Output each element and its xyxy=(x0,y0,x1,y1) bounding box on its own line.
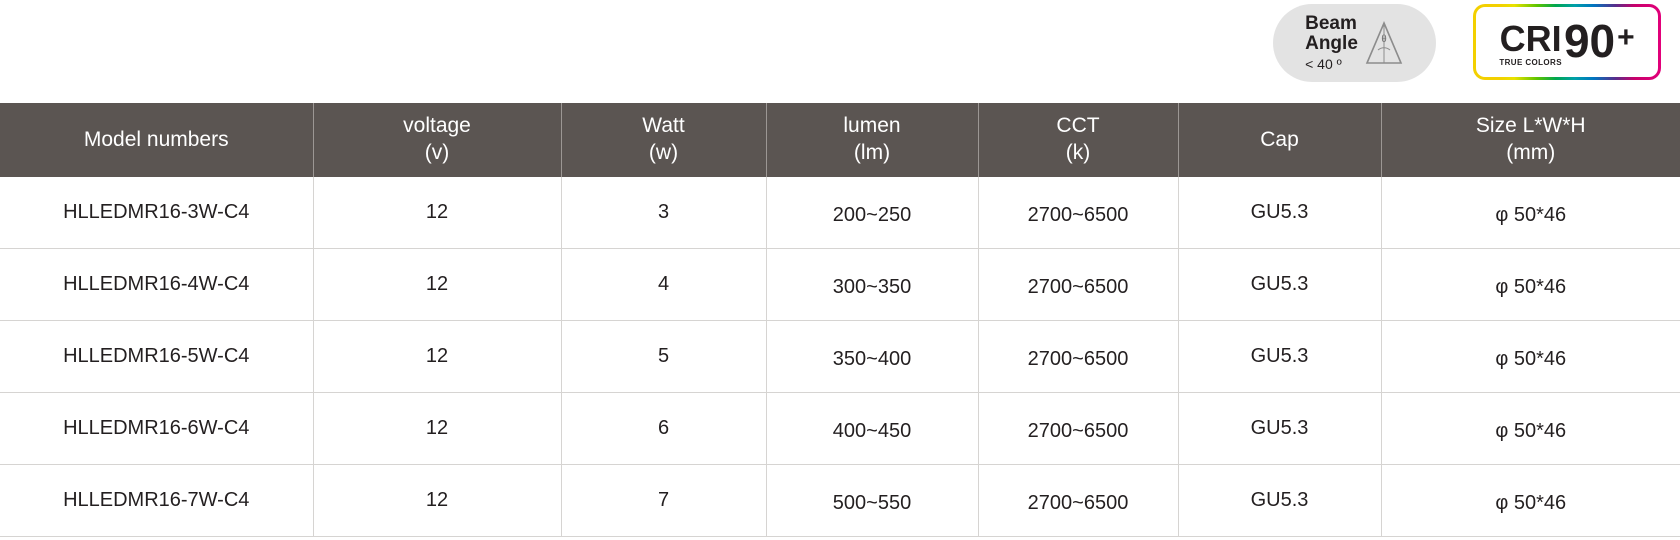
cell-lumen: 350~400 xyxy=(766,324,978,396)
cri-badge-inner xyxy=(1476,7,1658,77)
cell-watt: 3 xyxy=(561,177,766,249)
cell-size: φ 50*46 xyxy=(1381,180,1680,252)
cri-plus-sign: + xyxy=(1617,21,1635,54)
cri-badge-content xyxy=(1499,17,1634,67)
cell-lumen: 200~250 xyxy=(766,180,978,252)
beam-angle-line2: Angle xyxy=(1305,33,1358,55)
cell-watt: 4 xyxy=(561,249,766,321)
column-header-lumen-line1: lumen xyxy=(843,114,901,138)
cell-cap: GU5.3 xyxy=(1178,393,1381,465)
column-header-model-line1: Model numbers xyxy=(83,127,229,151)
column-header-size-line1: Size L*W*H xyxy=(1475,114,1586,138)
cell-lumen: 400~450 xyxy=(766,396,978,468)
cri-label: CRI xyxy=(1499,18,1562,59)
beam-angle-badge xyxy=(1273,4,1436,82)
cell-lumen: 300~350 xyxy=(766,252,978,324)
cell-cap: GU5.3 xyxy=(1178,177,1381,249)
cell-cap: GU5.3 xyxy=(1178,321,1381,393)
cell-model: HLLEDMR16-5W-C4 xyxy=(0,321,313,393)
table-row xyxy=(0,177,1680,249)
cell-model: HLLEDMR16-4W-C4 xyxy=(0,249,313,321)
column-header-size xyxy=(1381,103,1680,177)
cell-model: HLLEDMR16-6W-C4 xyxy=(0,393,313,465)
cell-cct: 2700~6500 xyxy=(978,396,1178,468)
cell-watt: 5 xyxy=(561,321,766,393)
beam-angle-text xyxy=(1305,14,1358,72)
column-header-cct-line1: CCT xyxy=(1056,114,1100,138)
cell-size: φ 50*46 xyxy=(1381,468,1680,540)
column-header-voltage-line1: voltage xyxy=(403,114,471,138)
column-header-cct-line2: (k) xyxy=(1065,141,1091,164)
cell-size: φ 50*46 xyxy=(1381,396,1680,468)
specification-table xyxy=(0,103,1680,537)
badge-row xyxy=(0,0,1680,96)
cell-model: HLLEDMR16-3W-C4 xyxy=(0,177,313,249)
cell-voltage: 12 xyxy=(313,465,561,537)
beam-angle-line1: Beam xyxy=(1305,12,1357,34)
column-header-voltage-line2: (v) xyxy=(424,141,450,164)
table-header xyxy=(0,103,1680,177)
cri-label-group xyxy=(1499,17,1562,67)
column-header-lumen xyxy=(766,103,978,177)
cell-cct: 2700~6500 xyxy=(978,252,1178,324)
cell-voltage: 12 xyxy=(313,393,561,465)
table-row xyxy=(0,321,1680,393)
cell-cct: 2700~6500 xyxy=(978,180,1178,252)
cell-cct: 2700~6500 xyxy=(978,468,1178,540)
cri-value: 90 xyxy=(1563,15,1616,67)
beam-angle-value: < 40 º xyxy=(1305,55,1342,72)
column-header-watt xyxy=(561,103,766,177)
table-row xyxy=(0,393,1680,465)
cell-voltage: 12 xyxy=(313,249,561,321)
svg-text:θ: θ xyxy=(1381,32,1387,45)
column-header-watt-line2: (w) xyxy=(648,141,679,164)
column-header-cap xyxy=(1178,103,1381,177)
column-header-lumen-line2: (lm) xyxy=(853,141,891,164)
column-header-model xyxy=(0,103,313,177)
cell-size: φ 50*46 xyxy=(1381,324,1680,396)
cell-cap: GU5.3 xyxy=(1178,465,1381,537)
cri-badge xyxy=(1473,4,1661,80)
table-body xyxy=(0,177,1680,537)
column-header-cap-line1: Cap xyxy=(1260,127,1299,151)
cell-model: HLLEDMR16-7W-C4 xyxy=(0,465,313,537)
table-row xyxy=(0,465,1680,537)
cell-voltage: 12 xyxy=(313,321,561,393)
cell-cct: 2700~6500 xyxy=(978,324,1178,396)
cell-size: φ 50*46 xyxy=(1381,252,1680,324)
cell-lumen: 500~550 xyxy=(766,468,978,540)
cell-watt: 6 xyxy=(561,393,766,465)
beam-cone-icon xyxy=(1364,20,1404,66)
cri-subtitle: TRUE COLORS xyxy=(1499,58,1562,67)
cell-cap: GU5.3 xyxy=(1178,249,1381,321)
cell-voltage: 12 xyxy=(313,177,561,249)
cell-watt: 7 xyxy=(561,465,766,537)
column-header-cct xyxy=(978,103,1178,177)
column-header-watt-line1: Watt xyxy=(642,114,685,138)
beam-angle-content xyxy=(1305,14,1404,72)
table-header-row xyxy=(0,103,1680,177)
table-row xyxy=(0,249,1680,321)
column-header-voltage xyxy=(313,103,561,177)
column-header-size-line2: (mm) xyxy=(1506,141,1556,164)
